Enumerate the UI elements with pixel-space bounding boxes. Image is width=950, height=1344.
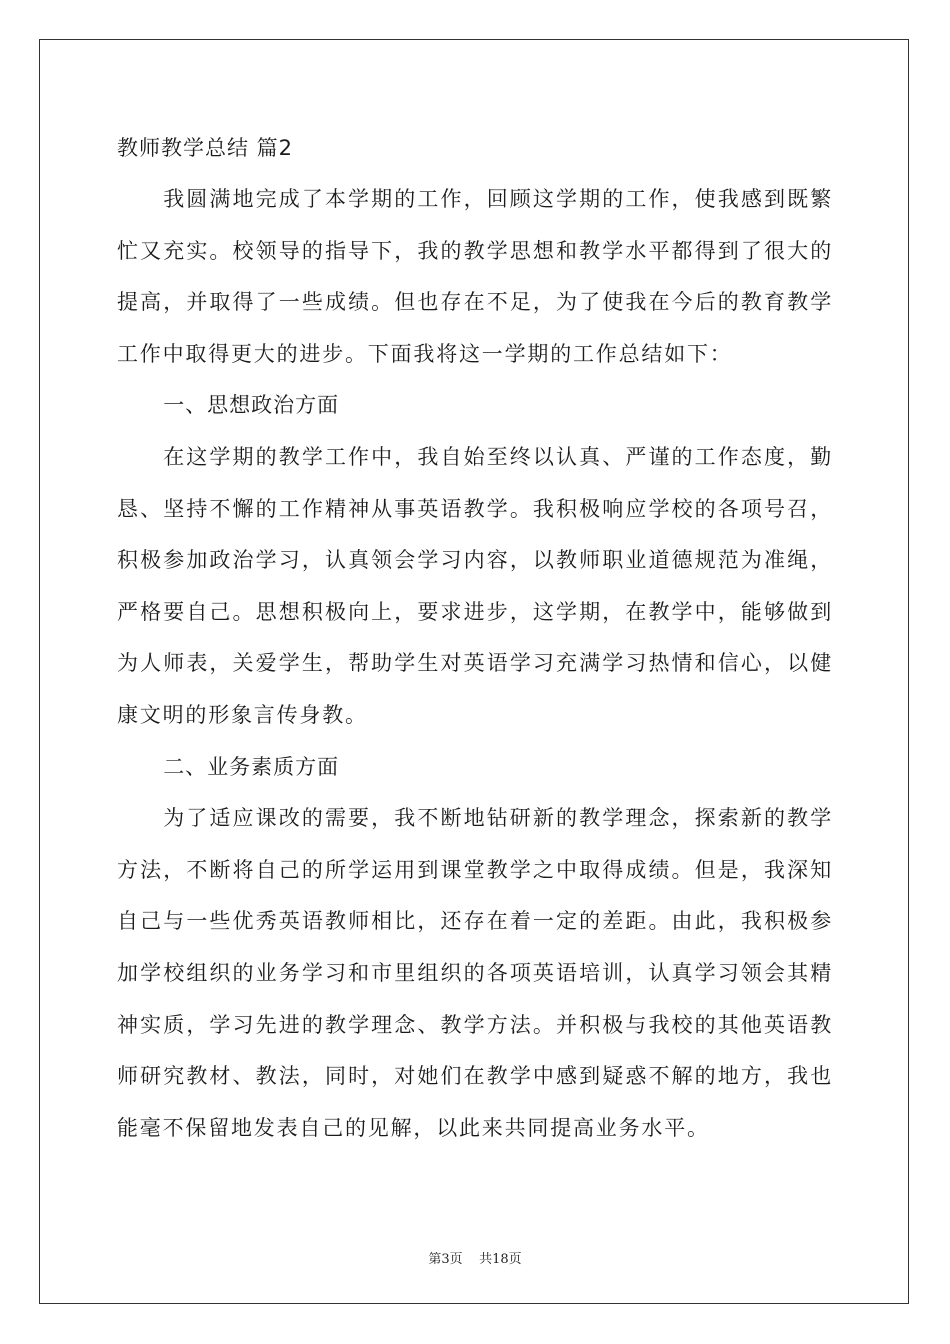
document-title: 教师教学总结 篇2 bbox=[117, 136, 294, 160]
page-footer bbox=[0, 1248, 950, 1267]
page-number: 第3页 bbox=[428, 1252, 463, 1267]
document-body bbox=[117, 122, 833, 1154]
paragraph-professional: 为了适应课改的需要，我不断地钻研新的教学理念，探索新的教学方法，不断将自己的所学运用到课堂教学之中取得成绩。但是，我深知自己与一些优秀英语教师相比，还存在着一定的差距。由此，我积极参加学校组织的业务学习和市里组织的各项英语培训，认真学习领会其精神实质，学习先进的教学理念、教学方法。并积极与我校的其他英语教师研究教材、教法，同时，对她们在教学中感到疑惑不解的地方，我也能毫不保留地发表自己的见解，以此来共同提高业务水平。 bbox=[117, 806, 833, 1140]
page-total: 共18页 bbox=[479, 1252, 522, 1267]
section-heading-ideology: 一、思想政治方面 bbox=[163, 393, 340, 418]
paragraph-ideology: 在这学期的教学工作中，我自始至终以认真、严谨的工作态度，勤恳、坚持不懈的工作精神从事英语教学。我积极响应学校的各项号召，积极参加政治学习，认真领会学习内容，以教师职业道德规范为准绳，严格要自己。思想积极向上，要求进步，这学期，在教学中，能够做到为人师表，关爱学生，帮助学生对英语学习充满学习热情和信心，以健康文明的形象言传身教。 bbox=[117, 444, 833, 727]
section-heading-professional: 二、业务素质方面 bbox=[163, 754, 340, 779]
paragraph-intro: 我圆满地完成了本学期的工作，回顾这学期的工作，使我感到既繁忙又充实。校领导的指导下，我的教学思想和教学水平都得到了很大的提高，并取得了一些成绩。但也存在不足，为了使我在今后的教育教学工作中取得更大的进步。下面我将这一学期的工作总结如下： bbox=[117, 187, 833, 366]
